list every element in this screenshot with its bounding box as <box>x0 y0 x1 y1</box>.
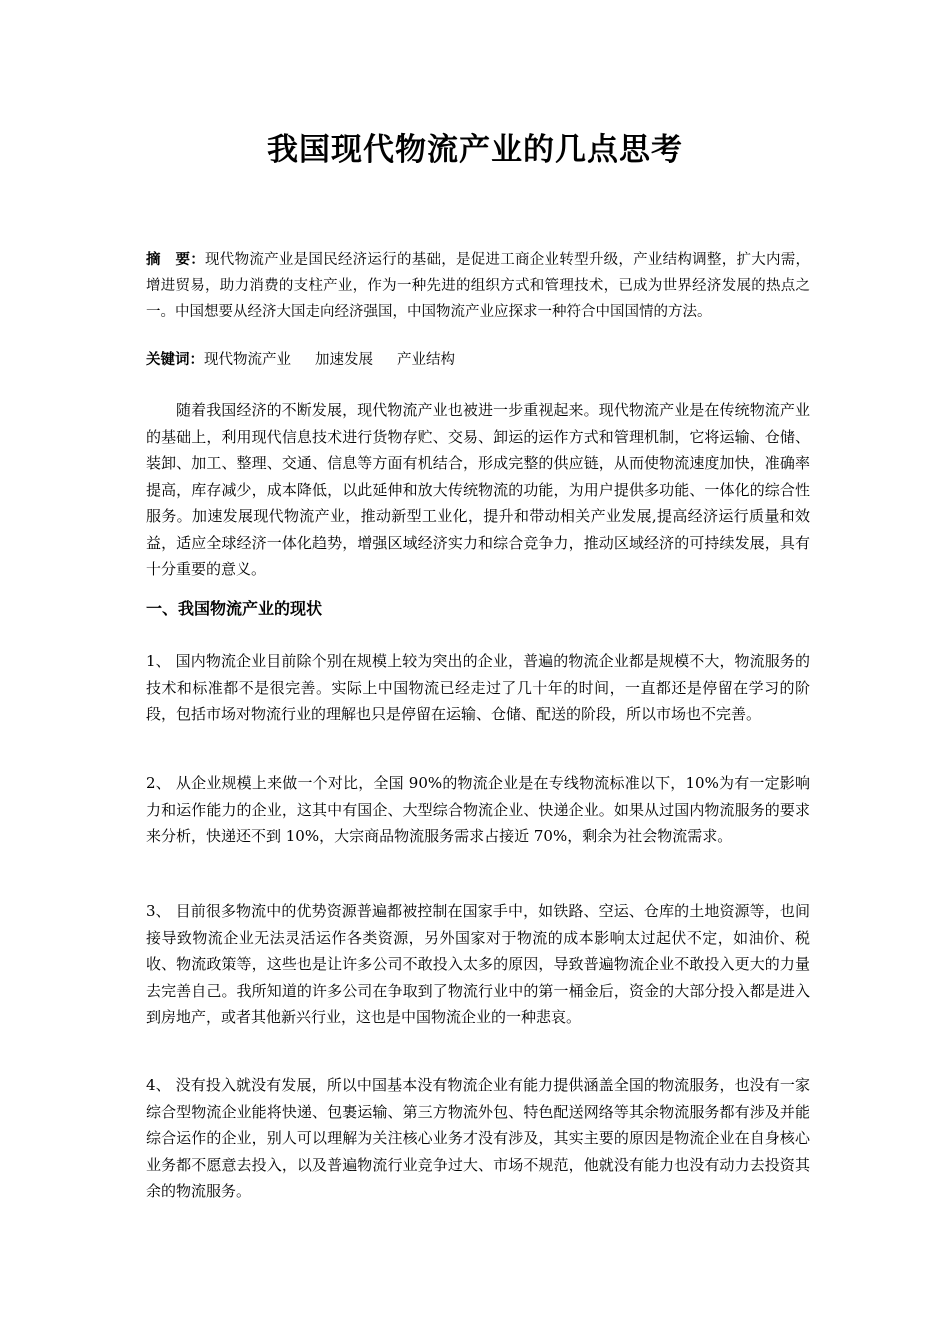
abstract-text: 现代物流产业是国民经济运行的基础，是促进工商企业转型升级，产业结构调整，扩大内需，增进贸易，助力消费的支柱产业，作为一种先进的组织方式和管理技术，已成为世界经济发展的热点之一。中国想要从经济大国走向经济强国，中国物流产业应探求一种符合中国国情的方法。 <box>146 252 810 320</box>
keyword: 产业结构 <box>397 352 455 368</box>
keywords-line <box>146 347 810 373</box>
section-heading: 一、我国物流产业的现状 <box>146 599 323 618</box>
keyword: 加速发展 <box>315 352 373 368</box>
abstract <box>146 247 810 325</box>
numbered-paragraph: 3、 目前很多物流中的优势资源普遍都被控制在国家手中，如铁路、空运、仓库的土地资源等，也间接导致物流企业无法灵活运作各类资源，另外国家对于物流的成本影响太过起伏不定，如油价、税收、物流政策等，这些也是让许多公司不敢投入太多的原因，导致普遍物流企业不敢投入更大的力量去完善自己。我所知道的许多公司在争取到了物流行业中的第一桶金后，资金的大部分投入都是进入到房地产，或者其他新兴行业，这也是中国物流企业的一种悲哀。 <box>146 902 810 1026</box>
numbered-paragraph: 1、 国内物流企业目前除个别在规模上较为突出的企业，普遍的物流企业都是规模不大，物流服务的技术和标准都不是很完善。实际上中国物流已经走过了几十年的时间，一直都还是停留在学习的阶段，包括市场对物流行业的理解也只是停留在运输、仓储、配送的阶段，所以市场也不完善。 <box>146 652 810 723</box>
numbered-paragraph: 4、 没有投入就没有发展，所以中国基本没有物流企业有能力提供涵盖全国的物流服务，也没有一家综合型物流企业能将快递、包裹运输、第三方物流外包、特色配送网络等其余物流服务都有涉及并能综合运作的企业，别人可以理解为关注核心业务才没有涉及，其实主要的原因是物流企业在自身核心业务都不愿意去投入，以及普遍物流行业竞争过大、市场不规范，他就没有能力也没有动力去投资其余的物流服务。 <box>146 1076 810 1200</box>
intro-paragraph: 随着我国经济的不断发展，现代物流产业也被进一步重视起来。现代物流产业是在传统物流产业的基础上，利用现代信息技术进行货物存贮、交易、卸运的运作方式和管理机制，它将运输、仓储、装卸、加工、整理、交通、信息等方面有机结合，形成完整的供应链，从而使物流速度加快，准确率提高，库存减少，成本降低，以此延伸和放大传统物流的功能，为用户提供多功能、一体化的综合性服务。加速发展现代物流产业，推动新型工业化，提升和带动相关产业发展,提高经济运行质量和效益，适应全球经济一体化趋势，增强区域经济实力和综合竞争力，推动区域经济的可持续发展，具有十分重要的意义。 <box>146 401 810 578</box>
document-title: 我国现代物流产业的几点思考 <box>267 132 683 168</box>
keywords-label: 关键词： <box>146 352 204 368</box>
abstract-label: 摘 要： <box>146 252 206 268</box>
numbered-paragraph: 2、 从企业规模上来做一个对比，全国 90%的物流企业是在专线物流标准以下，10%为有一定影响力和运作能力的企业，这其中有国企、大型综合物流企业、快递企业。如果从过国内物流服务的要求来分析，快递还不到 10%，大宗商品物流服务需求占接近 70%，剩余为社会物流需求。 <box>146 774 810 845</box>
keyword: 现代物流产业 <box>204 352 291 368</box>
